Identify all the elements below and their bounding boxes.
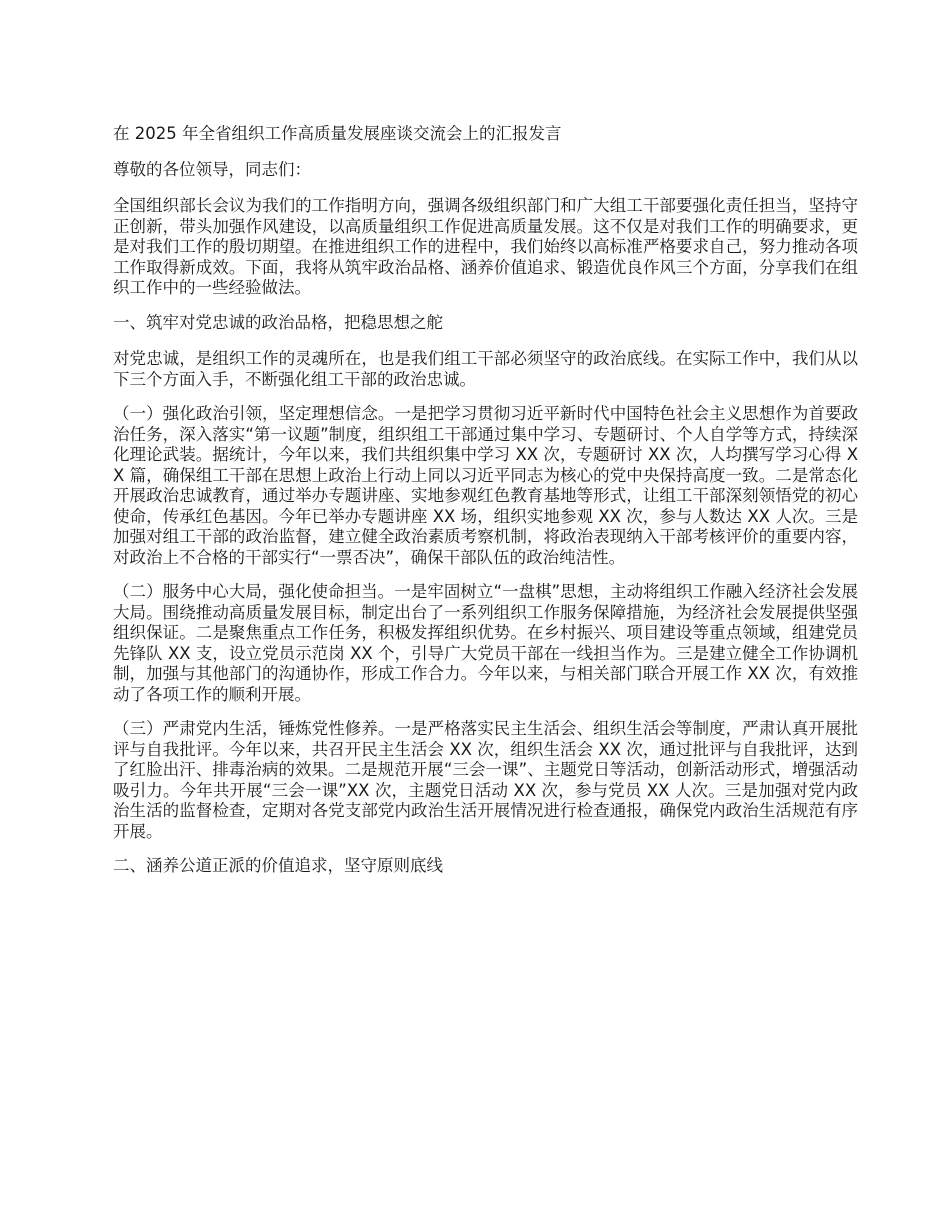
- greeting: 尊敬的各位领导，同志们：: [113, 159, 311, 179]
- subsection-3-paragraph: （三）严肃党内生活，锤炼党性修养。一是严格落实民主生活会、组织生活会等制度，严肃认真开展批评与自我批评。今年以来，共召开民主生活会 XX 次，组织生活会 XX 次，通过批评与自我批评，达到了红脸出汗、排毒治病的效果。二是规范开展“三会一课”、主题党日等活动，创新活动形式，增强活动吸引力。今年共开展“三会一课”XX 次，主题党日活动 XX 次，参与党员 XX 人次。三是加强对党内政治生活的监督检查，定期对各党支部党内政治生活开展情况进行检查通报，确保党内政治生活规范有序开展。: [113, 719, 858, 841]
- document-title: 在 2025 年全省组织工作高质量发展座谈交流会上的汇报发言: [113, 124, 562, 143]
- document-page: [113, 124, 858, 893]
- section-1-intro-paragraph: 对党忠诚，是组织工作的灵魂所在，也是我们组工干部必须坚守的政治底线。在实际工作中，我们从以下三个方面入手，不断强化组工干部的政治忠诚。: [113, 349, 858, 389]
- subsection-2-paragraph: （二）服务中心大局，强化使命担当。一是牢固树立“一盘棋”思想，主动将组织工作融入经济社会发展大局。围绕推动高质量发展目标，制定出台了一系列组织工作服务保障措施，为经济社会发展提供坚强组织保证。二是聚焦重点工作任务，积极发挥组织优势。在乡村振兴、项目建设等重点领域，组建党员先锋队 XX 支，设立党员示范岗 XX 个，引导广大党员干部在一线担当作为。三是建立健全工作协调机制，加强与其他部门的沟通协作，形成工作合力。今年以来，与相关部门联合开展工作 XX 次，有效推动了各项工作的顺利开展。: [113, 582, 858, 704]
- intro-paragraph: 全国组织部长会议为我们的工作指明方向，强调各级组织部门和广大组工干部要强化责任担当，坚持守正创新，带头加强作风建设，以高质量组织工作促进高质量发展。这不仅是对我们工作的明确要求，更是对我们工作的殷切期望。在推进组织工作的进程中，我们始终以高标准严格要求自己，努力推动各项工作取得新成效。下面，我将从筑牢政治品格、涵养价值追求、锻造优良作风三个方面，分享我们在组织工作中的一些经验做法。: [113, 196, 858, 297]
- section-heading-1: 一、筑牢对党忠诚的政治品格，把稳思想之舵: [113, 312, 443, 332]
- section-heading-2: 二、涵养公道正派的价值追求，坚守原则底线: [113, 856, 443, 875]
- subsection-1-paragraph: （一）强化政治引领，坚定理想信念。一是把学习贯彻习近平新时代中国特色社会主义思想作为首要政治任务，深入落实“第一议题”制度，组织组工干部通过集中学习、专题研讨、个人自学等方式，持续深化理论武装。据统计，今年以来，我们共组织集中学习 XX 次，专题研讨 XX 次，人均撰写学习心得 XX 篇，确保组工干部在思想上政治上行动上同以习近平同志为核心的党中央保持高度一致。二是常态化开展政治忠诚教育，通过举办专题讲座、实地参观红色教育基地等形式，让组工干部深刻领悟党的初心使命，传承红色基因。今年已举办专题讲座 XX 场，组织实地参观 XX 次，参与人数达 XX 人次。三是加强对组工干部的政治监督，建立健全政治素质考察机制，将政治表现纳入干部考核评价的重要内容，对政治上不合格的干部实行“一票否决”，确保干部队伍的政治纯洁性。: [113, 404, 858, 567]
